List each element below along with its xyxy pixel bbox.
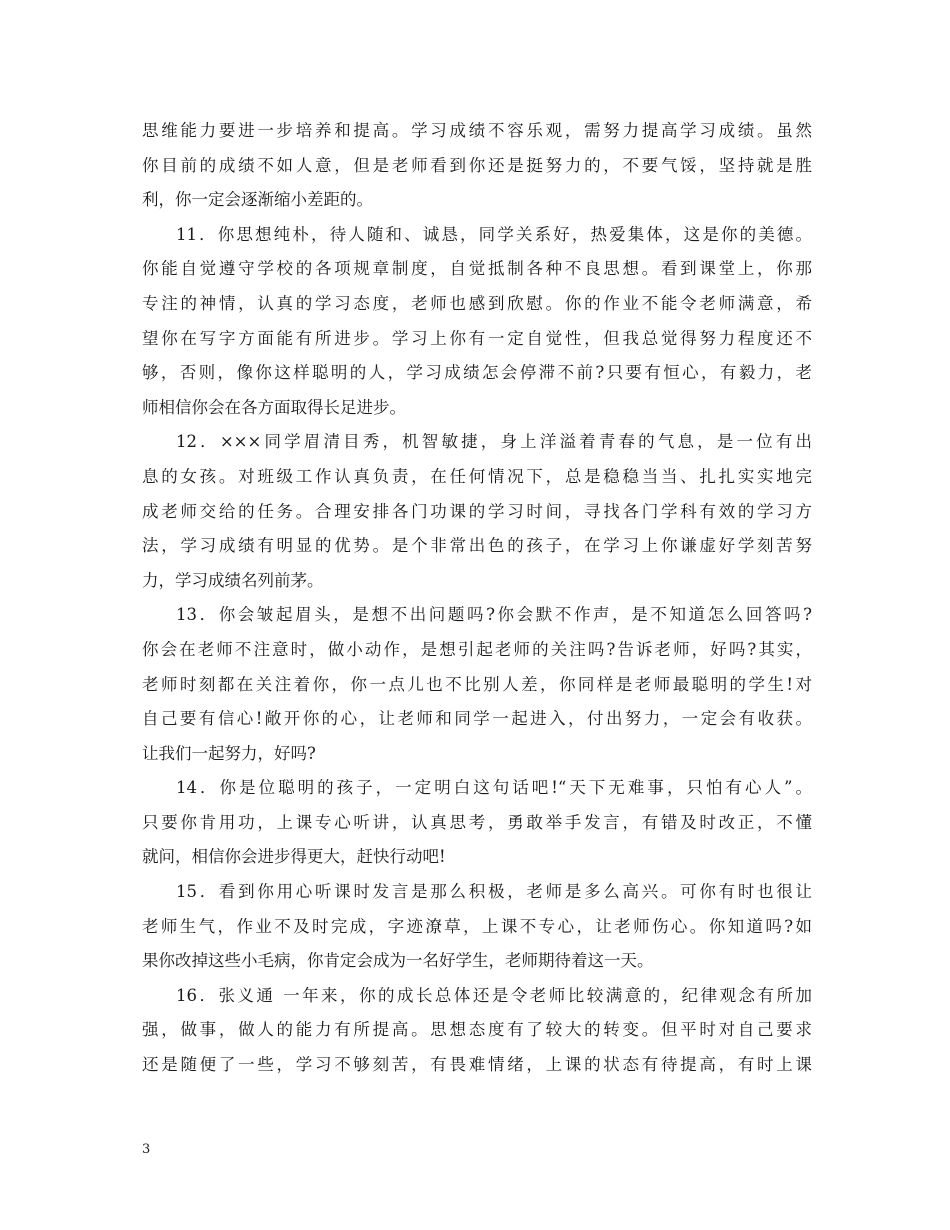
text-line: 你目前的成绩不如人意，但是老师看到你还是挺努力的，不要气馁，坚持就是胜	[142, 155, 812, 175]
text-line: 你会在老师不注意时，做小动作，是想引起老师的关注吗?告诉老师，好吗?其实，	[142, 639, 812, 659]
text-line: 够，否则，像你这样聪明的人，学习成绩怎会停滞不前?只要有恒心，有毅力，老	[142, 363, 812, 383]
text-line: 只要你肯用功，上课专心听讲，认真思考，勇敢举手发言，有错及时改正，不懂	[142, 812, 812, 832]
text-line: 老师生气，作业不及时完成，字迹潦草，上课不专心，让老师伤心。你知道吗?如	[142, 916, 812, 936]
text-line: 你能自觉遵守学校的各项规章制度，自觉抵制各种不良思想。看到课堂上，你那	[142, 259, 812, 279]
text-line: 力，学习成绩名列前茅。	[142, 570, 324, 590]
text-line: 法，学习成绩有明显的优势。是个非常出色的孩子，在学习上你谦虚好学刻苦努	[142, 536, 812, 556]
text-line: 思维能力要进一步培养和提高。学习成绩不容乐观，需努力提高学习成绩。虽然	[142, 121, 812, 140]
text-line: 息的女孩。对班级工作认真负责，在任何情况下，总是稳稳当当、扎扎实实地完	[142, 466, 812, 486]
paragraph-13-start: 13．你会皱起眉头，是想不出问题吗?你会默不作声，是不知道怎么回答吗?	[176, 605, 812, 625]
body-text	[142, 114, 812, 1083]
text-line: 师相信你会在各方面取得长足进步。	[142, 397, 406, 417]
text-line: 望你在写字方面能有所进步。学习上你有一定自觉性，但我总觉得努力程度还不	[142, 328, 812, 348]
paragraph-14-start: 14．你是位聪明的孩子，一定明白这句话吧!“天下无难事，只怕有心人”。	[176, 778, 812, 798]
page-number: 3	[142, 1142, 151, 1157]
text-line: 就问，相信你会进步得更大，赶快行动吧!	[142, 847, 446, 867]
paragraph-16-start: 16．张义通 一年来，你的成长总体还是令老师比较满意的，纪律观念有所加	[176, 985, 812, 1005]
text-line: 强，做事，做人的能力有所提高。思想态度有了较大的转变。但平时对自己要求	[142, 1020, 812, 1040]
text-line: 还是随便了一些，学习不够刻苦，有畏难情绪，上课的状态有待提高，有时上课	[142, 1055, 812, 1075]
text-line: 让我们一起努力，好吗?	[142, 743, 316, 763]
text-line: 成老师交给的任务。合理安排各门功课的学习时间，寻找各门学科有效的学习方	[142, 501, 812, 521]
paragraph-12-start: 12．×××同学眉清目秀，机智敏捷，身上洋溢着青春的气息，是一位有出	[176, 432, 812, 452]
text-line: 自己要有信心!敞开你的心，让老师和同学一起进入，付出努力，一定会有收获。	[142, 709, 812, 729]
text-line: 利，你一定会逐渐缩小差距的。	[142, 190, 373, 210]
paragraph-11-start: 11．你思想纯朴，待人随和、诚恳，同学关系好，热爱集体，这是你的美德。	[176, 224, 812, 244]
paragraph-15-start: 15．看到你用心听课时发言是那么积极，老师是多么高兴。可你有时也很让	[176, 882, 812, 902]
text-line: 老师时刻都在关注着你，你一点儿也不比别人差，你同样是老师最聪明的学生!对	[142, 674, 812, 694]
text-line: 专注的神情，认真的学习态度，老师也感到欣慰。你的作业不能令老师满意，希	[142, 293, 812, 313]
text-line: 果你改掉这些小毛病，你肯定会成为一名好学生，老师期待着这一天。	[142, 951, 654, 971]
